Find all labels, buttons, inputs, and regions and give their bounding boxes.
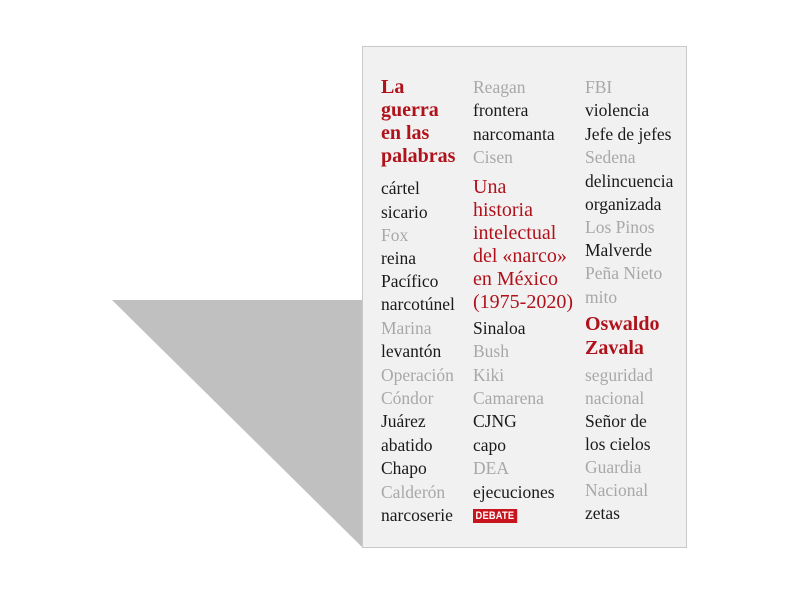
cover-word: narcoserie bbox=[381, 505, 453, 525]
cover-word: los cielos bbox=[585, 434, 651, 454]
cover-word: seguridad bbox=[585, 365, 654, 385]
book-subtitle-line: en México bbox=[473, 268, 558, 290]
book-subtitle-line: (1975-2020) bbox=[473, 291, 573, 313]
cover-word: Calderón bbox=[381, 482, 446, 502]
cover-word: reina bbox=[381, 248, 416, 268]
book-subtitle-line: Una bbox=[473, 176, 507, 198]
cover-word: mito bbox=[585, 287, 618, 307]
author-name-line: Oswaldo bbox=[585, 313, 660, 335]
cover-word: Fox bbox=[381, 225, 409, 245]
book-title-line: guerra bbox=[381, 99, 439, 121]
cover-word: Jefe de jefes bbox=[585, 124, 672, 144]
cover-word: Chapo bbox=[381, 458, 427, 478]
cover-word: zetas bbox=[585, 503, 620, 523]
cover-word: Kiki bbox=[473, 365, 505, 385]
cover-word: FBI bbox=[585, 77, 613, 97]
cover-word: CJNG bbox=[473, 411, 517, 431]
cover-word: cártel bbox=[381, 178, 420, 198]
cover-word: DEA bbox=[473, 458, 509, 478]
cover-word: ejecuciones bbox=[473, 482, 555, 502]
shadow-shape bbox=[112, 300, 363, 548]
book-subtitle-line: intelectual bbox=[473, 222, 557, 244]
cover-word: Cóndor bbox=[381, 388, 434, 408]
cover-word: nacional bbox=[585, 388, 645, 408]
cover-word: organizada bbox=[585, 194, 662, 214]
cover-word: capo bbox=[473, 435, 507, 455]
book-subtitle-line: historia bbox=[473, 199, 533, 221]
cover-word: Los Pinos bbox=[585, 217, 655, 237]
cover-word: violencia bbox=[585, 100, 650, 120]
book-cover bbox=[362, 46, 687, 548]
cover-word: Sedena bbox=[585, 147, 636, 167]
cover-word: sicario bbox=[381, 202, 428, 222]
cover-word: Cisen bbox=[473, 147, 513, 167]
book-subtitle-line: del «narco» bbox=[473, 245, 567, 267]
cover-word: narcotúnel bbox=[381, 294, 455, 314]
cover-word: Bush bbox=[473, 341, 509, 361]
cover-word: Reagan bbox=[473, 77, 526, 97]
cover-word: Sinaloa bbox=[473, 318, 526, 338]
cover-word: Juárez bbox=[381, 411, 426, 431]
cover-word: narcomanta bbox=[473, 124, 555, 144]
book-title-line: La bbox=[381, 76, 405, 98]
book-title-line: palabras bbox=[381, 145, 456, 167]
cover-word: Pacífico bbox=[381, 271, 439, 291]
cover-word: Operación bbox=[381, 365, 454, 385]
cover-word: Peña Nieto bbox=[585, 263, 663, 283]
cover-word: Nacional bbox=[585, 480, 649, 500]
cover-word: Malverde bbox=[585, 240, 653, 260]
cover-word: Camarena bbox=[473, 388, 544, 408]
cover-word: Señor de bbox=[585, 411, 647, 431]
cover-word: levantón bbox=[381, 341, 442, 361]
cover-word: Guardia bbox=[585, 457, 642, 477]
author-name-line: Zavala bbox=[585, 337, 644, 359]
publisher-logo: DEBATE bbox=[473, 509, 517, 523]
cover-word: Marina bbox=[381, 318, 432, 338]
book-title-line: en las bbox=[381, 122, 430, 144]
cover-word: delincuencia bbox=[585, 171, 674, 191]
cover-word: frontera bbox=[473, 100, 529, 120]
cover-word: abatido bbox=[381, 435, 433, 455]
